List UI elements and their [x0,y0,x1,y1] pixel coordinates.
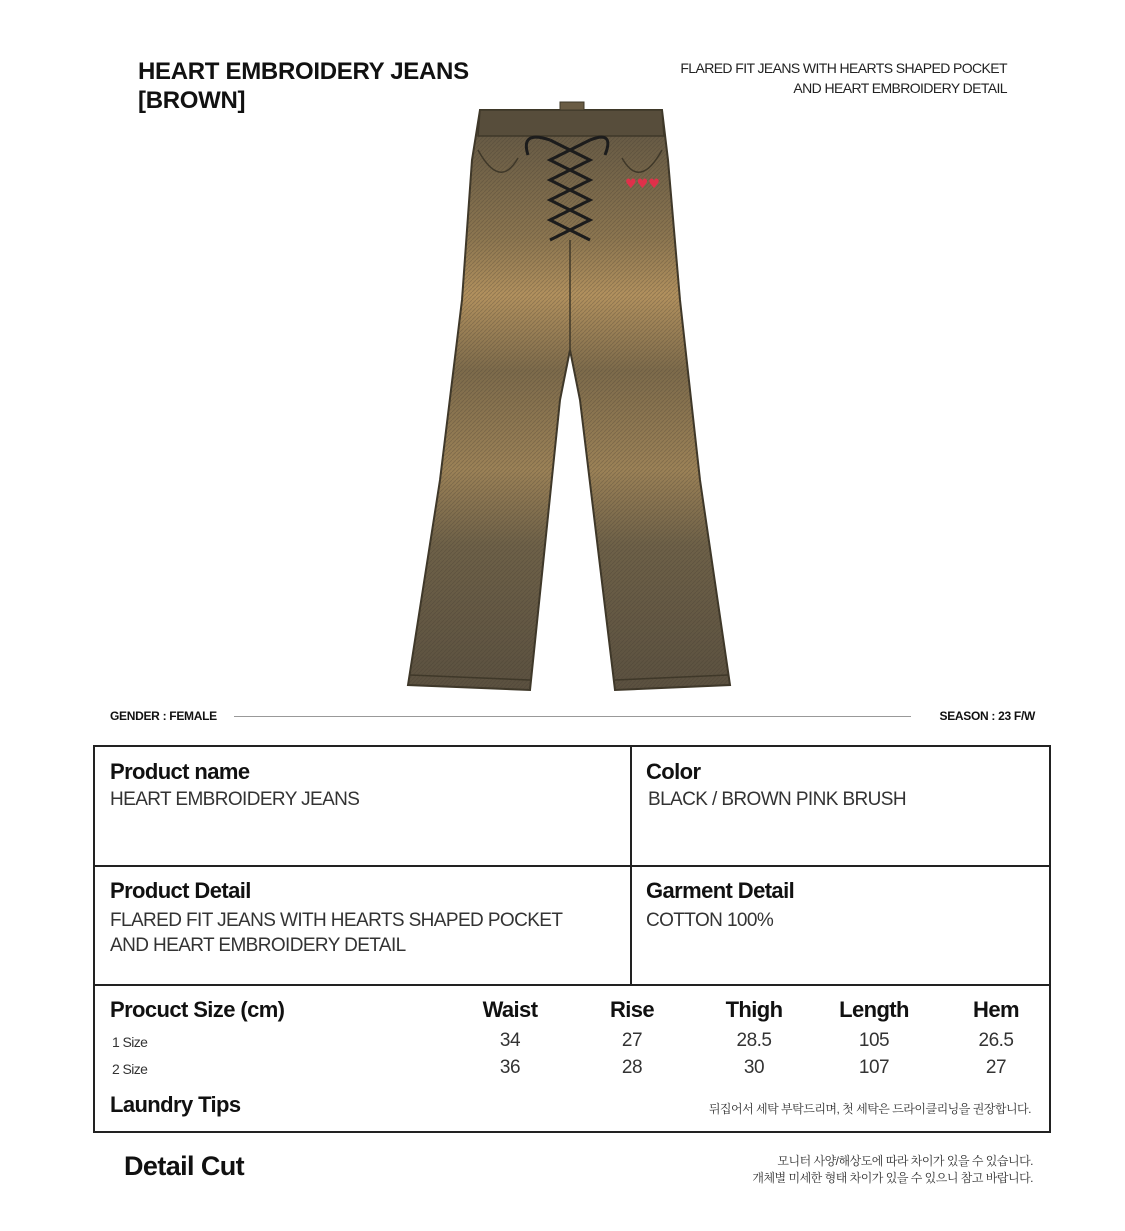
subtitle-line-1: FLARED FIT JEANS WITH HEARTS SHAPED POCKET [680,60,1007,76]
size-col-rise: Rise [609,997,655,1022]
laundry-tips-label: Laundry Tips [110,1092,241,1117]
size-cell: 28.5 [736,1030,772,1051]
meta-divider [234,716,911,717]
product-detail-line-2: AND HEART EMBROIDERY DETAIL [110,935,406,956]
size-cell: 105 [858,1030,890,1051]
title-line-2: [BROWN] [138,87,246,114]
size-col-waist: Waist [482,997,538,1022]
size-cell: 36 [499,1057,521,1078]
detail-cut-heading: Detail Cut [124,1151,245,1181]
size-cell: 27 [985,1057,1007,1078]
size-col-hem: Hem [973,997,1019,1022]
monitor-notice [752,1153,1033,1187]
product-detail-label: Product Detail [110,878,251,903]
size-col-length: Length [839,997,909,1022]
size-cell: 26.5 [978,1030,1014,1051]
size-cell: 28 [621,1057,643,1078]
size-cell: 34 [499,1030,521,1051]
laundry-tips-text: 뒤집어서 세탁 부탁드리며, 첫 세탁은 드라이클리닝을 권장합니다. [708,1102,1031,1116]
product-subtitle [680,58,1007,98]
garment-detail-label: Garment Detail [646,878,795,903]
season-label: SEASON : 23 F/W [939,709,1035,723]
svg-text:♥♥♥: ♥♥♥ [625,177,660,192]
size-col-thigh: Thigh [725,997,783,1022]
size-row-label: 1 Size [112,1034,148,1050]
product-detail-line-1: FLARED FIT JEANS WITH HEARTS SHAPED POCKET [110,910,563,931]
size-table-title: Procuct Size (cm) [110,997,285,1022]
size-row-label: 2 Size [112,1061,148,1077]
spec-divider-1 [95,865,1049,867]
spec-divider-2 [95,984,1049,986]
title-line-1: HEART EMBROIDERY JEANS [138,58,469,85]
color-label: Color [646,759,701,784]
size-cell: 27 [621,1030,643,1051]
size-cell: 107 [858,1057,890,1078]
size-cell: 30 [743,1057,765,1078]
product-name-label: Product name [110,759,250,784]
spec-table [93,745,1051,1133]
jeans-product-image [400,100,740,700]
garment-detail-value: COTTON 100% [646,910,774,931]
meta-row [110,707,1035,727]
notice-line-1: 모니터 사양/해상도에 따라 차이가 있을 수 있습니다. [777,1154,1033,1168]
gender-label: GENDER : FEMALE [110,709,217,723]
color-value: BLACK / BROWN PINK BRUSH [648,789,906,810]
product-name-value: HEART EMBROIDERY JEANS [110,789,360,810]
notice-line-2: 개체별 미세한 형태 차이가 있을 수 있으니 참고 바랍니다. [752,1171,1033,1185]
subtitle-line-2: AND HEART EMBROIDERY DETAIL [793,80,1007,96]
